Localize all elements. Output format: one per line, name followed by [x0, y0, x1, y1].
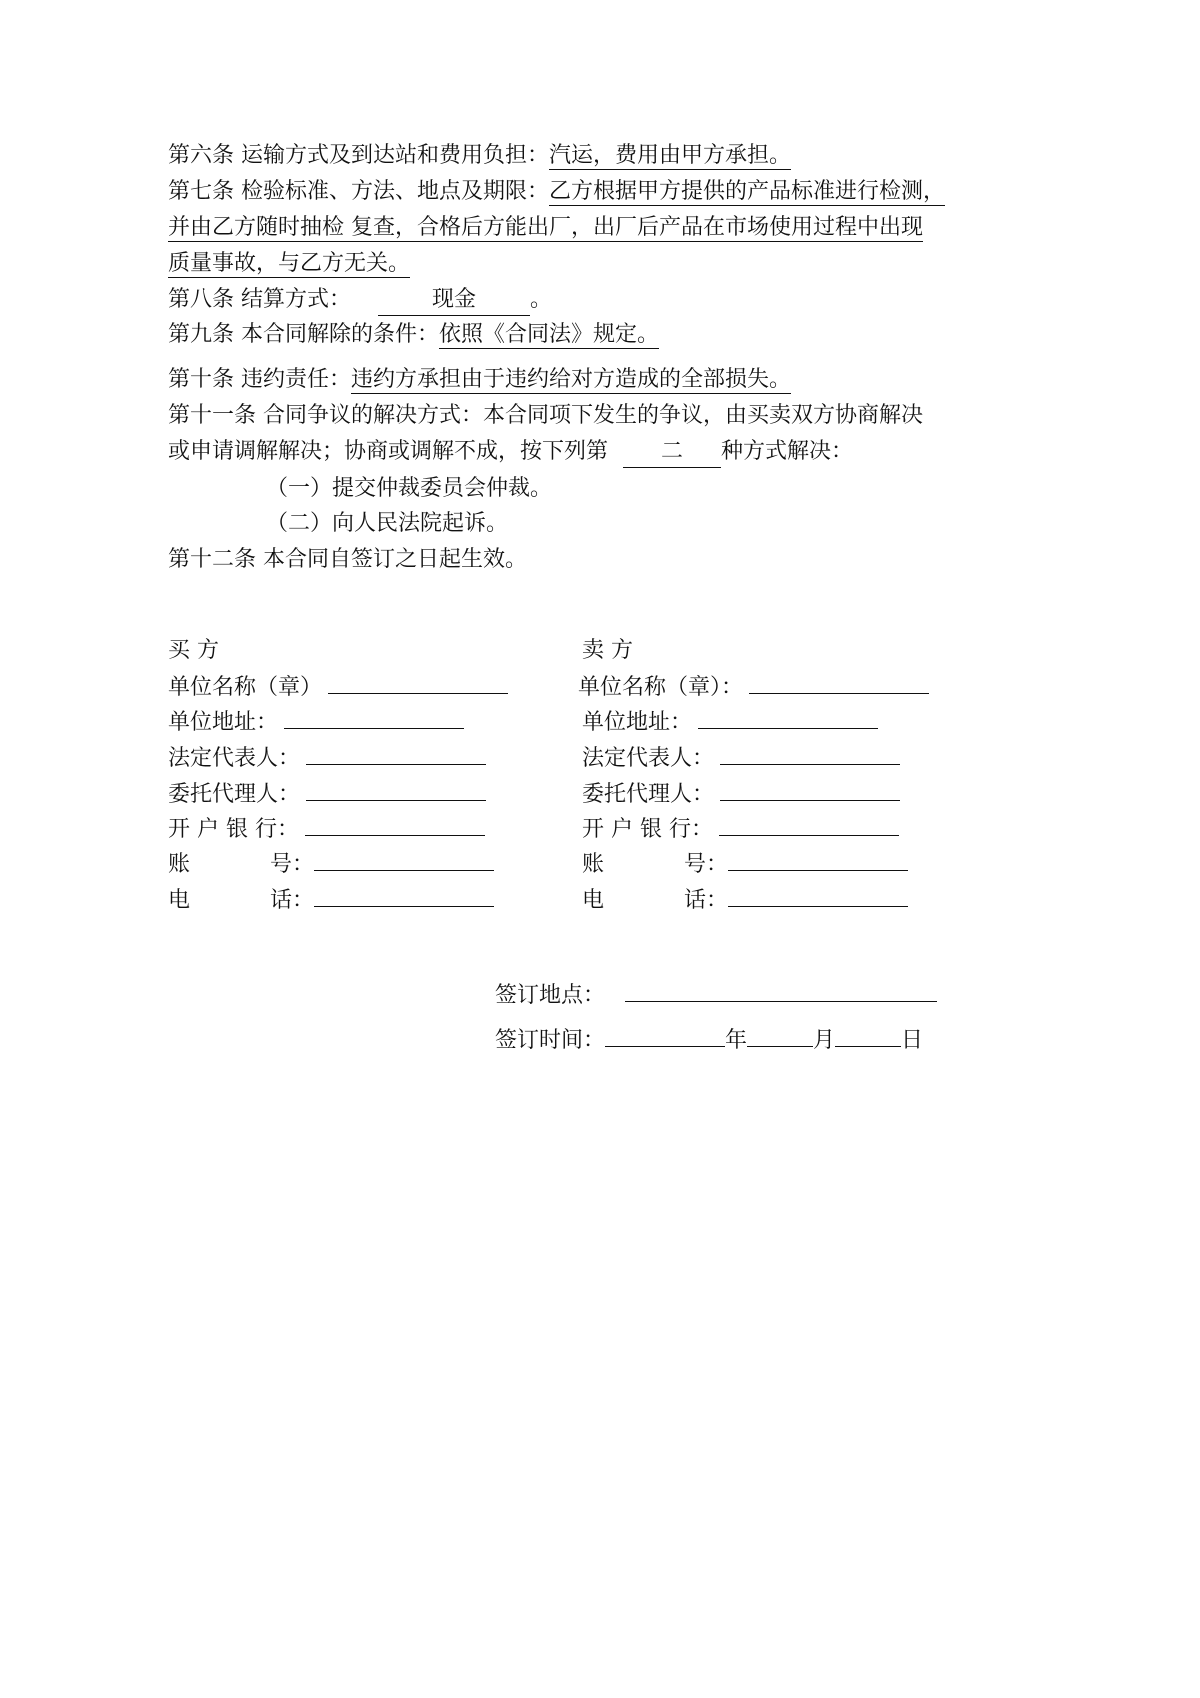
seller-phone-field[interactable] [728, 884, 908, 907]
seller-title: 卖 方 [582, 638, 633, 663]
clause-7-line2: 并由乙方随时抽检 复查，合格后方能出厂，出厂后产品在市场使用过程中出现 [168, 215, 923, 240]
signing-day-label: 日 [901, 1028, 924, 1053]
signing-year-label: 年 [725, 1028, 748, 1053]
buyer-unit-name-row [168, 671, 508, 703]
clause-10-label: 第十条 [168, 367, 235, 392]
clause-7-cont [168, 213, 923, 243]
buyer-address-row [168, 706, 464, 738]
clause-7-label: 第七条 [168, 179, 235, 204]
buyer-legal-rep-row [168, 742, 486, 774]
clause-7-line1: 乙方根据甲方提供的产品标准进行检测， [549, 179, 946, 204]
clause-9-label: 第九条 [168, 322, 235, 347]
buyer-bank-label: 开 户 银 行： [168, 817, 299, 842]
buyer-phone-field[interactable] [314, 884, 494, 907]
clause-11 [168, 401, 923, 431]
seller-agent-row [582, 778, 900, 810]
seller-bank-label: 开 户 银 行： [582, 817, 713, 842]
seller-account-label-b: 号： [684, 852, 729, 877]
clause-11-option-2: （二）向人民法院起诉。 [266, 511, 509, 536]
seller-legal-rep-row [582, 742, 900, 774]
buyer-account-label-a: 账 [168, 852, 191, 877]
seller-agent-field[interactable] [720, 778, 900, 801]
clause-8-label: 第八条 [168, 287, 235, 312]
seller-account-field[interactable] [728, 848, 908, 871]
seller-account-label-a: 账 [582, 852, 605, 877]
clause-8-value: 现金 [378, 285, 530, 316]
clause-11-line2-post: 种方式解决： [721, 439, 854, 464]
seller-address-label: 单位地址： [582, 710, 693, 735]
clause-11-line2-pre: 或申请调解解决；协商或调解不成，按下列第 [168, 439, 609, 464]
seller-legal-rep-field[interactable] [720, 742, 900, 765]
buyer-agent-row [168, 778, 486, 810]
clause-11-text: 合同争议的解决方式：本合同项下发生的争议，由买卖双方协商解决 [263, 403, 924, 428]
buyer-legal-rep-label: 法定代表人： [168, 746, 301, 771]
buyer-phone-row [168, 884, 494, 916]
seller-legal-rep-label: 法定代表人： [582, 746, 715, 771]
buyer-account-label-b: 号： [270, 852, 315, 877]
seller-unit-name-field[interactable] [749, 671, 929, 694]
clause-10-value: 违约方承担由于违约给对方造成的全部损失。 [351, 367, 792, 392]
clause-9-text: 本合同解除的条件： [241, 322, 440, 347]
clause-10 [168, 365, 791, 395]
signing-year-field[interactable] [605, 1024, 725, 1047]
clause-10-text: 违约责任： [241, 367, 352, 392]
buyer-agent-field[interactable] [306, 778, 486, 801]
seller-phone-label-b: 话： [684, 888, 729, 913]
clause-7-cont2 [168, 249, 410, 279]
signing-place-field[interactable] [625, 979, 937, 1002]
buyer-bank-field[interactable] [305, 813, 485, 836]
clause-6-text: 运输方式及到达站和费用负担： [241, 143, 550, 168]
signing-time-row [495, 1024, 923, 1056]
clause-8 [168, 285, 552, 316]
buyer-account-field[interactable] [314, 848, 494, 871]
seller-phone-row [582, 884, 908, 916]
buyer-agent-label: 委托代理人： [168, 782, 301, 807]
seller-unit-name-label: 单位名称（章）： [578, 675, 744, 700]
clause-11-label: 第十一条 [168, 403, 257, 428]
buyer-bank-row [168, 813, 485, 845]
clause-7-text: 检验标准、方法、地点及期限： [241, 179, 550, 204]
signing-month-field[interactable] [747, 1024, 813, 1047]
seller-address-field[interactable] [698, 706, 878, 729]
clause-8-end: 。 [530, 287, 553, 312]
clause-12-text: 本合同自签订之日起生效。 [263, 547, 528, 572]
clause-7-line3: 质量事故，与乙方无关。 [168, 251, 411, 276]
clause-11-option-1: （一）提交仲裁委员会仲裁。 [266, 476, 553, 501]
buyer-title: 买 方 [168, 638, 219, 663]
clause-12-label: 第十二条 [168, 547, 257, 572]
clause-9-value: 依照《合同法》规定。 [439, 322, 660, 347]
clause-9 [168, 320, 659, 350]
buyer-phone-label-a: 电 [168, 888, 191, 913]
clause-6-label: 第六条 [168, 143, 235, 168]
clause-8-text: 结算方式： [241, 287, 352, 312]
seller-bank-row [582, 813, 899, 845]
buyer-unit-name-field[interactable] [328, 671, 508, 694]
seller-account-row [582, 848, 908, 880]
clause-6 [168, 141, 791, 171]
signing-month-label: 月 [813, 1028, 836, 1053]
signing-time-label: 签订时间： [495, 1028, 606, 1053]
buyer-address-field[interactable] [284, 706, 464, 729]
clause-11-choice: 二 [623, 437, 721, 468]
seller-bank-field[interactable] [719, 813, 899, 836]
buyer-address-label: 单位地址： [168, 710, 279, 735]
clause-12 [168, 545, 527, 575]
seller-phone-label-a: 电 [582, 888, 605, 913]
buyer-unit-name-label: 单位名称（章） [168, 675, 323, 700]
buyer-account-row [168, 848, 494, 880]
buyer-phone-label-b: 话： [270, 888, 315, 913]
buyer-legal-rep-field[interactable] [306, 742, 486, 765]
seller-address-row [582, 706, 878, 738]
seller-unit-name-row [578, 671, 929, 703]
seller-agent-label: 委托代理人： [582, 782, 715, 807]
signing-place-label: 签订地点： [495, 983, 606, 1008]
clause-7 [168, 177, 945, 207]
clause-6-value: 汽运，费用由甲方承担。 [549, 143, 792, 168]
signing-day-field[interactable] [835, 1024, 901, 1047]
clause-11-cont [168, 437, 853, 468]
signing-place-row [495, 979, 937, 1011]
